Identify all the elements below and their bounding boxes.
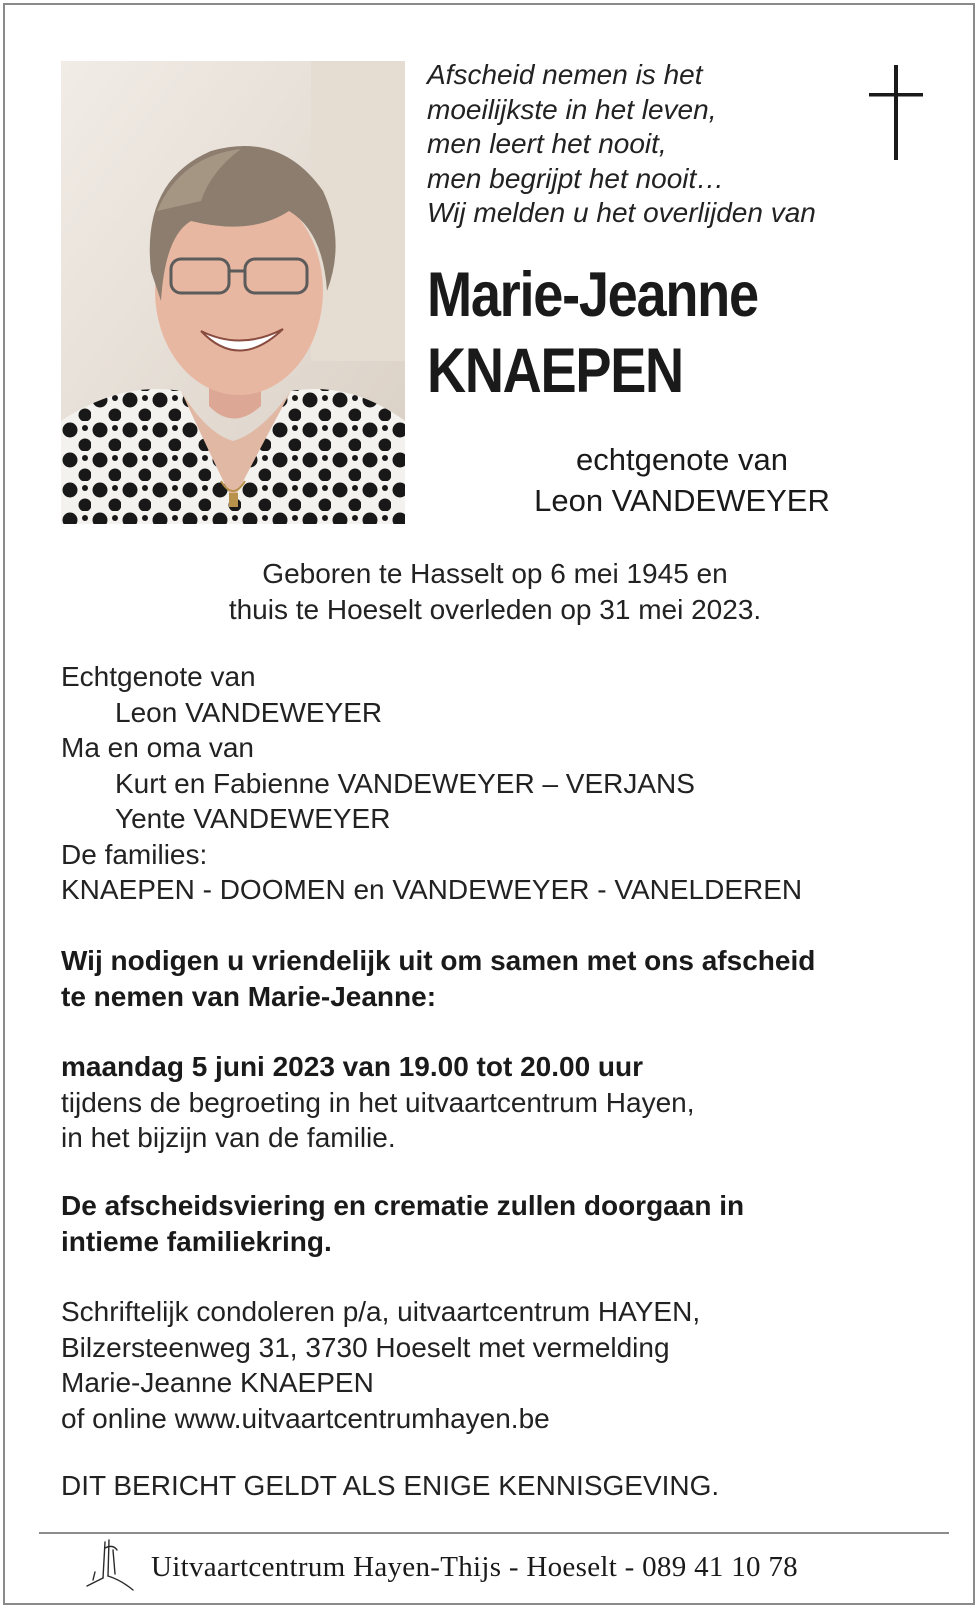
verse-line: men leert het nooit, bbox=[427, 128, 667, 159]
verse-line: men begrijpt het nooit… bbox=[427, 162, 725, 194]
verse-line: Afscheid nemen is het bbox=[427, 59, 703, 90]
spouse-heading bbox=[475, 439, 889, 521]
deceased-name bbox=[427, 257, 874, 409]
condolence-line: Marie-Jeanne KNAEPEN bbox=[61, 1367, 374, 1398]
child-entry: Yente VANDEWEYER bbox=[115, 803, 391, 834]
death-notice-card bbox=[3, 3, 975, 1605]
invitation-line: Wij nodigen u vriendelijk uit om samen met ons afscheid bbox=[61, 945, 816, 976]
ceremony bbox=[61, 1188, 941, 1259]
visitation-date: maandag 5 juni 2023 van 19.00 tot 20.00 uur bbox=[61, 1051, 644, 1082]
condolence-line: Schriftelijk condoleren p/a, uitvaartcentrum HAYEN, bbox=[61, 1296, 701, 1327]
first-name: Marie-Jeanne bbox=[427, 260, 758, 330]
visitation-line: tijdens de begroeting in het uitvaartcentrum Hayen, bbox=[61, 1086, 695, 1118]
funeral-home-logo-icon bbox=[83, 1536, 137, 1592]
visitation-line: in het bijzijn van de familie. bbox=[61, 1122, 396, 1153]
notice: DIT BERICHT GELDT ALS ENIGE KENNISGEVING. bbox=[61, 1470, 720, 1501]
families-names: KNAEPEN - DOOMEN en VANDEWEYER - VANELDEREN bbox=[61, 874, 803, 905]
birth-death-info bbox=[115, 556, 875, 628]
death-line: thuis te Hoeselt overleden op 31 mei 2023. bbox=[228, 594, 762, 625]
invitation-line: te nemen van Marie-Jeanne: bbox=[61, 980, 437, 1012]
portrait-illustration bbox=[61, 61, 405, 524]
footer-divider bbox=[39, 1532, 949, 1534]
invitation bbox=[61, 943, 941, 1014]
ceremony-line: De afscheidsviering en crematie zullen doorgaan in bbox=[61, 1190, 745, 1221]
spouse-heading-label: echtgenote van bbox=[575, 442, 788, 477]
cross-icon bbox=[867, 63, 927, 163]
verse-line: Wij melden u het overlijden van bbox=[427, 197, 816, 228]
families-label: De families: bbox=[61, 838, 208, 870]
spouse-heading-name: Leon VANDEWEYER bbox=[534, 483, 830, 518]
family-list bbox=[61, 659, 941, 908]
portrait-photo bbox=[61, 61, 405, 524]
funeral-home-info: Uitvaartcentrum Hayen-Thijs - Hoeselt - 089 41 10 78 bbox=[151, 1551, 798, 1583]
child-entry: Kurt en Fabienne VANDEWEYER – VERJANS bbox=[115, 767, 695, 799]
condolences bbox=[61, 1294, 941, 1436]
birth-line: Geboren te Hasselt op 6 mei 1945 en bbox=[262, 558, 728, 589]
spouse-name: Leon VANDEWEYER bbox=[115, 696, 383, 728]
last-name: KNAEPEN bbox=[427, 336, 683, 406]
condolence-website: of online www.uitvaartcentrumhayen.be bbox=[61, 1402, 550, 1434]
verse bbox=[427, 58, 867, 231]
verse-line: moeilijkste in het leven, bbox=[427, 93, 717, 125]
children-label: Ma en oma van bbox=[61, 732, 254, 763]
condolence-line: Bilzersteenweg 31, 3730 Hoeselt met vermelding bbox=[61, 1331, 670, 1363]
spouse-label: Echtgenote van bbox=[61, 661, 256, 692]
visitation bbox=[61, 1049, 941, 1156]
ceremony-line: intieme familiekring. bbox=[61, 1225, 332, 1257]
